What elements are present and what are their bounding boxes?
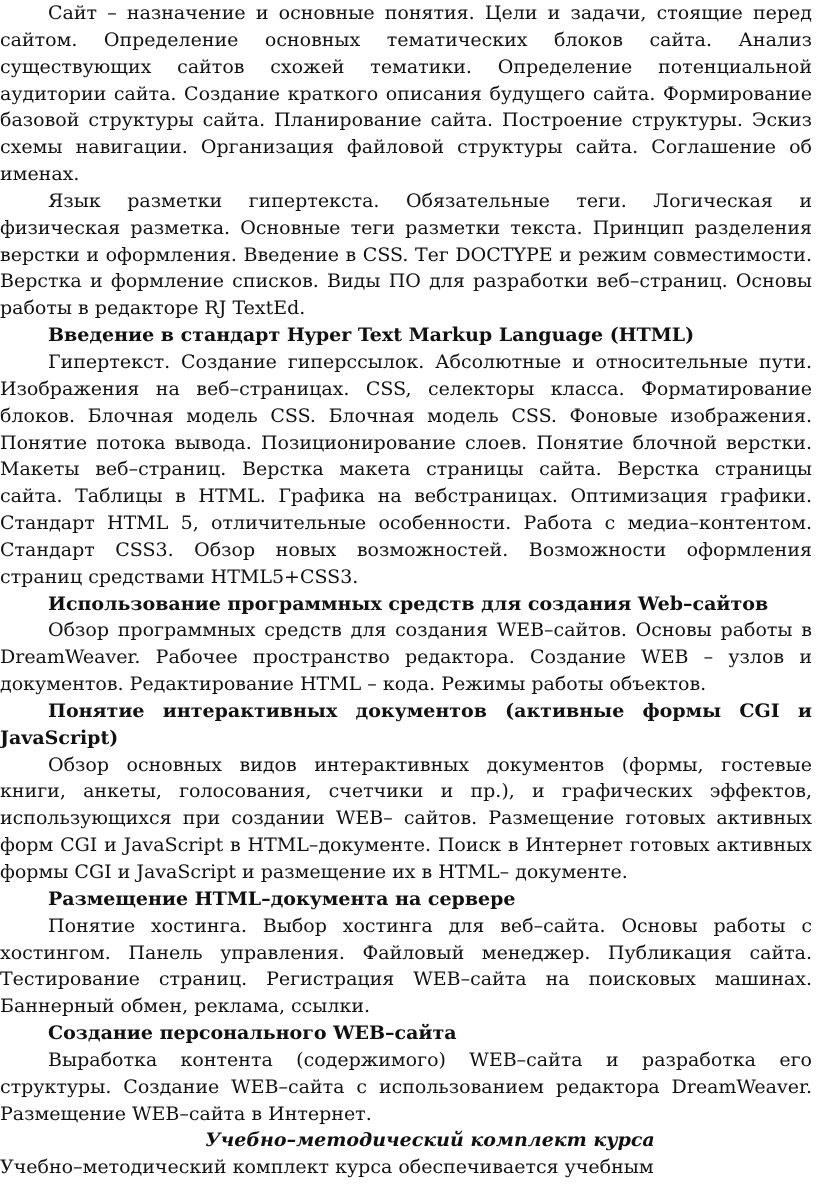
- heading-course-kit: Учебно–методический комплект курса: [205, 1129, 655, 1152]
- heading-hosting: Размещение HTML–документа на сервере: [48, 887, 516, 910]
- paragraph-hosting: Понятие хостинга. Выбор хостинга для веб–сайта. Основы работы с хостингом. Панель управления. Файловый менеджер. Публикация сайта. Тестирование страниц. Регистрация WEB–сайта на поисковых машинах. Баннерный обмен, реклама, ссылки.: [0, 914, 812, 1018]
- paragraph-course-kit: Учебно–методический комплект курса обеспечивается учебным: [0, 1156, 654, 1179]
- paragraph-markup-language: Язык разметки гипертекста. Обязательные теги. Логическая и физическая разметка. Основные теги разметки текста. Принцип разделения верстки и оформления. Введение в CSS. Тег DOCTYPE и режим совместимости. Верстка и формление списков. Виды ПО для разработки веб–страниц. Основы работы в редакторе RJ TextEd.: [0, 189, 812, 320]
- heading-personal-site: Создание персонального WEB–сайта: [48, 1022, 457, 1045]
- paragraph-software-tools: Обзор программных средств для создания WEB–сайтов. Основы работы в DreamWeaver. Рабочее пространство редактора. Создание WEB – узлов и документов. Редактирование HTML – кода. Режимы работы объектов.: [0, 619, 812, 696]
- paragraph-site-purpose: Сайт – назначение и основные понятия. Цели и задачи, стоящие перед сайтом. Определение основных тематических блоков сайта. Анализ существующих сайтов схожей тематики. Определение потенциальной аудитории сайта. Создание краткого описания будущего сайта. Формирование базовой структуры сайта. Планирование сайта. Построение структуры. Эскиз схемы навигации. Организация файловой структуры сайта. Соглашение об именах.: [0, 2, 812, 186]
- heading-software-tools: Использование программных средств для создания Web–сайтов: [48, 592, 769, 615]
- paragraph-interactive-documents: Обзор основных видов интерактивных документов (формы, гостевые книги, анкеты, голосования, счетчики и пр.), и графических эффектов, использующихся при создании WEB– сайтов. Размещение готовых активных форм CGI и JavaScript в HTML–документе. Поиск в Интернет готовых активных формы CGI и JavaScript и размещение их в HTML– документе.: [0, 753, 812, 883]
- paragraph-hypertext: Гипертекст. Создание гиперссылок. Абсолютные и относительные пути. Изображения на веб–страницах. CSS, селекторы класса. Форматирование блоков. Блочная модель CSS. Блочная модель CSS. Фоновые изображения. Понятие потока вывода. Позиционирование слоев. Понятие блочной верстки. Макеты веб–страниц. Верстка макета страницы сайта. Верстка страницы сайта. Таблицы в HTML. Графика на вебстраницах. Оптимизация графики. Стандарт HTML 5, отличительные особенности. Работа с медиа–контентом. Стандарт CSS3. Обзор новых возможностей. Возможности оформления страниц средствами HTML5+CSS3.: [0, 350, 812, 588]
- heading-html-standard: Введение в стандарт Hyper Text Markup Language (HTML): [48, 324, 695, 347]
- paragraph-personal-site: Выработка контента (содержимого) WEB–сайта и разработка его структуры. Создание WEB–сайта с использованием редактора DreamWeaver. Размещение WEB–сайта в Интернет.: [0, 1048, 812, 1125]
- heading-interactive-documents: Понятие интерактивных документов (активные формы CGI и JavaScript): [0, 699, 812, 749]
